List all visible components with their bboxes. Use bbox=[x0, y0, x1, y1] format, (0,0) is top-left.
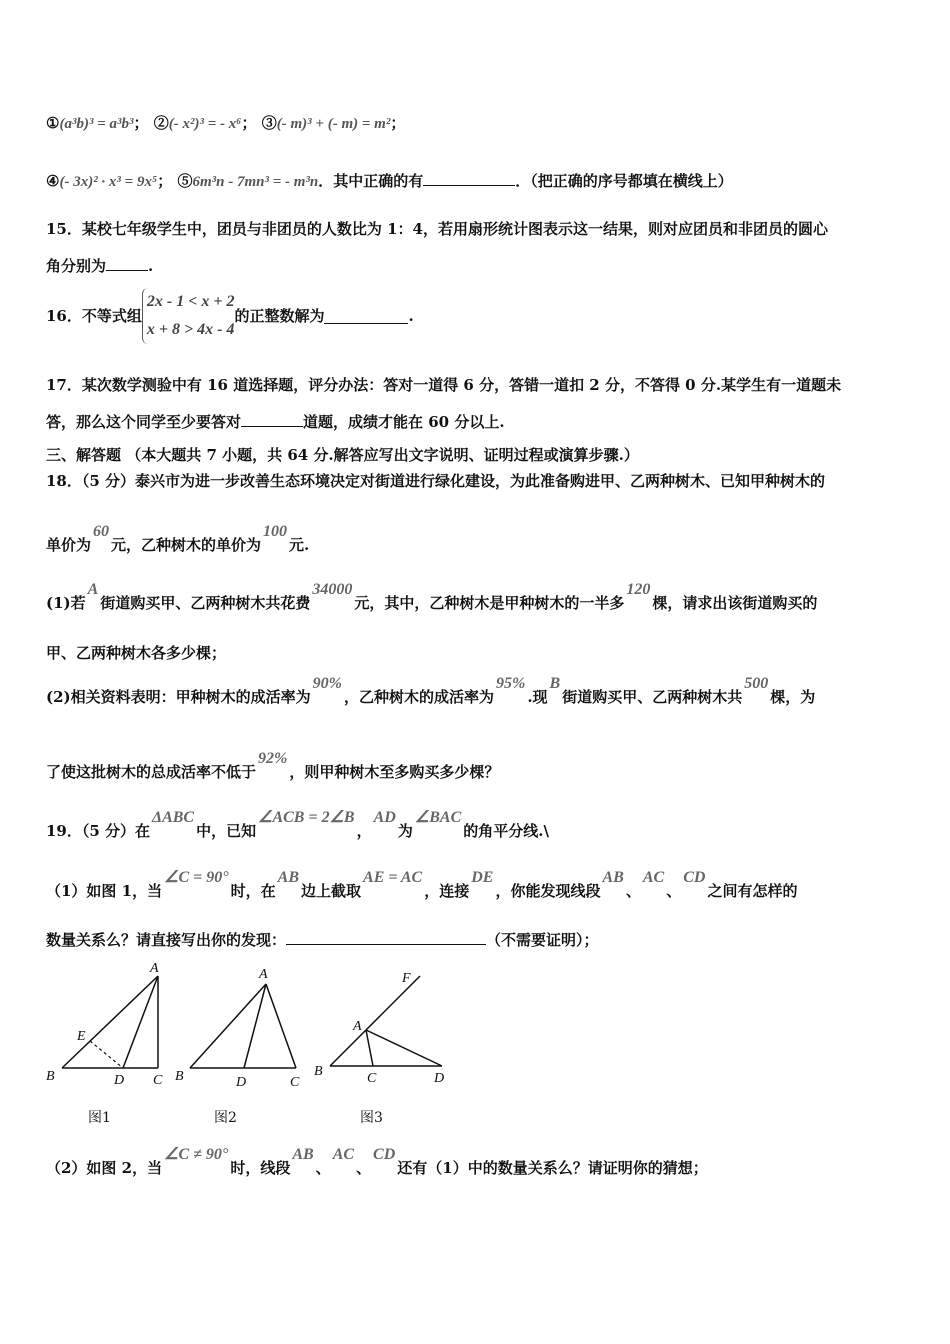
label-c: C bbox=[153, 1073, 163, 1088]
segment-ab: AB bbox=[602, 869, 624, 886]
q17-line-1 bbox=[46, 374, 841, 396]
segment-ac: AC bbox=[332, 1146, 355, 1163]
value-60: 60 bbox=[93, 523, 110, 540]
label-b: B bbox=[46, 1069, 55, 1084]
value-100: 100 bbox=[263, 523, 288, 540]
question-text: 的正整数解为 bbox=[234, 307, 325, 325]
q19-part2 bbox=[46, 1146, 708, 1180]
question-text: 为 bbox=[397, 822, 413, 840]
label-d: D bbox=[236, 1075, 247, 1088]
question-text: ．其中正确的有 bbox=[318, 172, 424, 190]
question-text: 17．某次数学测验中有 16 道选择题，评分办法：答对一道得 6 分，答错一道扣 2 分，不答得 0 分.某学生有一道题未 bbox=[46, 376, 842, 394]
label-a: A bbox=[353, 1019, 362, 1034]
q18-part1-cont bbox=[46, 642, 226, 664]
question-text: 时，在 bbox=[230, 882, 276, 900]
angle-c-not-90: ∠C ≠ 90° bbox=[164, 1146, 229, 1163]
label-a: A bbox=[150, 961, 159, 976]
inequality-2: x + 8 > 4x - 4 bbox=[146, 321, 235, 338]
figure-1-caption: 图1 bbox=[88, 1110, 111, 1126]
value-95-percent: 95% bbox=[495, 675, 526, 692]
question-text: 棵，为 bbox=[770, 688, 816, 706]
q18-part1 bbox=[46, 581, 818, 615]
separator: 、 bbox=[625, 882, 641, 900]
expr-2: (- x²)³ = - x⁶ bbox=[168, 116, 242, 132]
label-b: B bbox=[175, 1069, 184, 1084]
segment-de bbox=[90, 1041, 123, 1068]
question-text: （1）如图 1，当 bbox=[46, 882, 163, 900]
circle-num-2: ② bbox=[153, 114, 169, 132]
section-heading bbox=[46, 444, 639, 466]
triangle-abc: ΔABC bbox=[152, 809, 195, 826]
value-120: 120 bbox=[626, 581, 651, 598]
expr-1: (a³b)³ = a³b³ bbox=[59, 116, 134, 132]
separator: 、 bbox=[666, 882, 682, 900]
q19-line-1 bbox=[46, 809, 549, 843]
value-92-percent: 92% bbox=[258, 750, 288, 767]
q18-part2 bbox=[46, 675, 816, 709]
q16 bbox=[46, 288, 414, 344]
angle-bac: ∠BAC bbox=[414, 809, 462, 826]
question-text: 道题，成绩才能在 60 分以上. bbox=[303, 413, 505, 431]
figure-3-caption: 图3 bbox=[360, 1110, 383, 1126]
expr-5: 6m³n - 7mn³ = - m³n bbox=[192, 174, 319, 190]
separator: 、 bbox=[315, 1159, 331, 1177]
question-text: 19．（5 分）在 bbox=[46, 822, 151, 840]
question-text: 数量关系么？请直接写出你的发现： bbox=[46, 931, 287, 949]
question-text: 15．某校七年级学生中，团员与非团员的人数比为 1：4，若用扇形统计图表示这一结果，则对应团员和非团员的圆心 bbox=[46, 220, 828, 238]
question-text: 街道购买甲、乙两种树木共 bbox=[562, 688, 743, 706]
question-text: 之间有怎样的 bbox=[707, 882, 798, 900]
question-text: (1)若 bbox=[46, 594, 86, 612]
answer-blank[interactable] bbox=[286, 930, 486, 945]
question-text: ， bbox=[356, 822, 372, 840]
circle-num-1: ① bbox=[46, 114, 60, 132]
segment-ac: AC bbox=[642, 869, 665, 886]
question-text: 的角平分线.\ bbox=[463, 822, 549, 840]
question-text: 边上截取 bbox=[301, 882, 362, 900]
question-text: . bbox=[408, 307, 414, 325]
question-text: 角分别为 bbox=[46, 257, 107, 275]
segment-ad bbox=[123, 976, 158, 1068]
question-text: 单价为 bbox=[46, 536, 92, 554]
label-d: D bbox=[114, 1073, 125, 1088]
question-text: ，乙种树木的成活率为 bbox=[343, 688, 494, 706]
q19-part1 bbox=[46, 869, 798, 903]
question-text: 元. bbox=[289, 536, 310, 554]
segment-cd: CD bbox=[683, 869, 706, 886]
figure-3 bbox=[310, 958, 460, 1088]
figure-2 bbox=[172, 958, 312, 1088]
inequality-1: 2x - 1 < x + 2 bbox=[146, 293, 235, 310]
expr-4: (- 3x)² · x³ = 9x⁵ bbox=[59, 174, 158, 190]
question-text: ，你能发现线段 bbox=[495, 882, 601, 900]
circle-num-5: ⑤ bbox=[177, 172, 193, 190]
expr-3: (- m)³ + (- m) = m² bbox=[276, 116, 391, 132]
segment-de: DE bbox=[471, 869, 494, 886]
q18-line-2 bbox=[46, 523, 310, 557]
segment-ad bbox=[366, 1030, 442, 1066]
separator: ； bbox=[133, 114, 149, 132]
side-ac bbox=[366, 1030, 373, 1066]
segment-ad: AD bbox=[373, 809, 396, 826]
question-text: 街道购买甲、乙两种树木共花费 bbox=[100, 594, 311, 612]
q15-line-2 bbox=[46, 255, 153, 277]
question-text: 了使这批树木的总成活率不低于 bbox=[46, 763, 257, 781]
question-text: ，则甲种树木至多购买多少棵？ bbox=[289, 763, 500, 781]
segment-ab: AB bbox=[277, 869, 299, 886]
side-ab bbox=[330, 1030, 366, 1066]
q19-part1-cont bbox=[46, 929, 599, 951]
angle-c-90: ∠C = 90° bbox=[164, 869, 229, 886]
label-c: C bbox=[290, 1075, 300, 1088]
question-text: 元，乙种树木的单价为 bbox=[111, 536, 262, 554]
label-d: D bbox=[434, 1071, 445, 1086]
answer-blank[interactable] bbox=[241, 412, 303, 427]
question-text: 答，那么这个同学至少要答对 bbox=[46, 413, 242, 431]
question-text: 甲、乙两种树木各多少棵； bbox=[46, 644, 227, 662]
question-text: 中，已知 bbox=[196, 822, 257, 840]
expressions-line-1 bbox=[46, 112, 405, 135]
value-90-percent: 90% bbox=[312, 675, 342, 692]
street-b: B bbox=[549, 675, 561, 692]
side-ab bbox=[62, 976, 158, 1068]
q15-line-1 bbox=[46, 218, 828, 240]
q18-part2-cont bbox=[46, 750, 500, 784]
question-text: ，连接 bbox=[424, 882, 470, 900]
label-c: C bbox=[367, 1071, 377, 1086]
circle-num-4: ④ bbox=[46, 172, 60, 190]
separator: 、 bbox=[356, 1159, 372, 1177]
value-34000: 34000 bbox=[312, 581, 353, 598]
separator: ； bbox=[241, 114, 257, 132]
ae-equals-ac: AE = AC bbox=[363, 869, 423, 886]
answer-blank[interactable] bbox=[423, 171, 515, 186]
expressions-line-2 bbox=[46, 170, 733, 193]
question-text: 棵，请求出该街道购买的 bbox=[652, 594, 818, 612]
answer-blank[interactable] bbox=[106, 256, 148, 271]
question-text: 时，线段 bbox=[230, 1159, 291, 1177]
inequality-system bbox=[142, 288, 235, 344]
separator: ； bbox=[390, 114, 406, 132]
q18-line-1 bbox=[46, 470, 825, 492]
angle-condition: ∠ACB = 2∠B bbox=[258, 809, 355, 826]
question-text: 元，其中，乙种树木是甲种树木的一半多 bbox=[354, 594, 625, 612]
question-text: .现 bbox=[527, 688, 548, 706]
circle-num-3: ③ bbox=[261, 114, 277, 132]
label-b: B bbox=[314, 1064, 323, 1079]
label-e: E bbox=[77, 1029, 86, 1044]
q17-line-2 bbox=[46, 411, 505, 433]
value-500: 500 bbox=[744, 675, 769, 692]
ray-af bbox=[366, 976, 420, 1030]
street-a: A bbox=[87, 581, 99, 598]
segment-cd: CD bbox=[373, 1146, 396, 1163]
figure-2-caption: 图2 bbox=[214, 1110, 237, 1126]
question-text: (2)相关资料表明：甲种树木的成活率为 bbox=[46, 688, 311, 706]
answer-blank[interactable] bbox=[324, 309, 408, 324]
question-text: 还有（1）中的数量关系么？请证明你的猜想； bbox=[397, 1159, 708, 1177]
label-f: F bbox=[402, 971, 411, 986]
question-text: （不需要证明）； bbox=[486, 931, 599, 949]
segment-ab: AB bbox=[292, 1146, 314, 1163]
question-text: （2）如图 2，当 bbox=[46, 1159, 163, 1177]
question-text: 16．不等式组 bbox=[46, 307, 142, 325]
question-text: ．（把正确的序号都填在横线上） bbox=[515, 172, 733, 190]
side-ac bbox=[266, 984, 296, 1068]
section-title: 三、解答题 （本大题共 7 小题，共 64 分.解答应写出文字说明、证明过程或演算步骤.） bbox=[46, 446, 639, 464]
question-text: . bbox=[148, 257, 154, 275]
question-text: 18．（5 分）泰兴市为进一步改善生态环境决定对街道进行绿化建设，为此准备购进甲、乙两种树木、已知甲种树木的 bbox=[46, 472, 826, 490]
separator: ； bbox=[157, 172, 173, 190]
label-a: A bbox=[259, 967, 268, 982]
figure-1 bbox=[40, 958, 180, 1088]
